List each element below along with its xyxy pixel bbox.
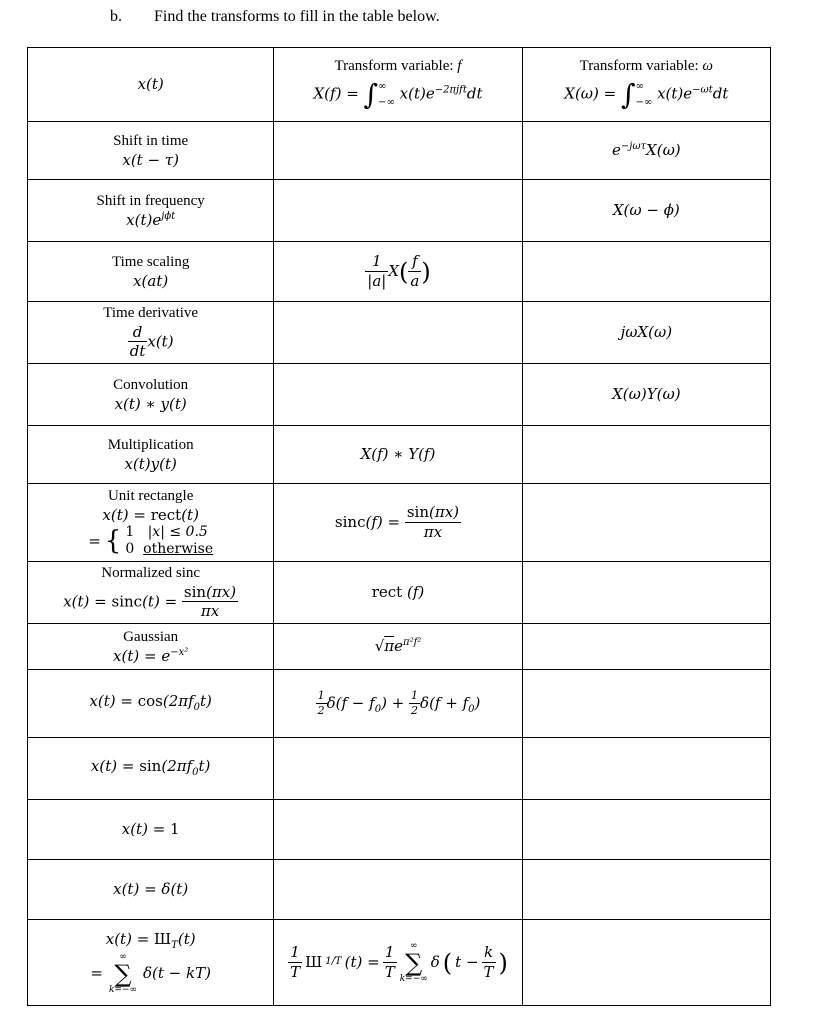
answer-w: X(ω − ϕ) [612,201,680,220]
header-w-formula: X(ω) = ∫∞ −∞ $x(t)e^{-\omega t}dt$ [564,78,729,112]
row-name: Gaussian [123,628,179,645]
answer-f-cell [274,242,522,302]
row-expr: x(at) [133,271,169,290]
row-expr: x(t) = rect(t) [102,505,199,524]
answer-f: $\frac{1}{|a|}$ X( $\frac{f}{a}$ ) [367,252,431,290]
table-row [28,364,771,426]
row-expr: x(t) = δ(t) [113,880,189,899]
answer-f-cell[interactable] [274,800,522,860]
table-row [28,122,771,180]
row-label-cell [28,562,274,624]
row-label-cell [28,122,274,180]
answer-w-cell [522,180,770,242]
answer-f-cell[interactable] [274,302,522,364]
answer-w-cell [522,364,770,426]
answer-w-cell[interactable] [522,624,770,670]
answer-w-cell[interactable] [522,242,770,302]
answer-f-cell[interactable] [274,860,522,920]
header-f-cell [274,48,522,122]
answer-f-cell [274,920,522,1006]
answer-w-cell[interactable] [522,800,770,860]
row-expr: $x(t) = \sin(2\pi f_0t)$ [90,757,211,779]
row-expr: $\frac{d}{dt}$ x(t) [129,322,174,361]
row-name: Time scaling [111,253,190,270]
table-row [28,860,771,920]
answer-f: $\frac{1}{T}$ Ш 1/T (t) = $\frac{1}{T}$ ∞ ∑ k=−∞ δ ( t − $\frac{k}{T}$ ) [290,940,508,984]
answer-f: rect (f) [371,583,425,602]
table-row [28,920,771,1006]
answer-f: $\frac{1}{2}$ $\delta(f - f_0)$ + $\frac{1}{2}$ $\delta(f + f_0)$ [317,689,481,717]
row-expr: $x(t) = \cos(2\pi f_0t)$ [89,692,212,714]
row-label-cell [28,920,274,1006]
row-name: Multiplication [107,436,194,453]
header-w-cell [522,48,770,122]
header-f-formula: X(f) = ∫∞ −∞ $x(t)e^{-2\pi jft}dt$ [313,78,483,112]
table-row [28,242,771,302]
row-name: Shift in time [113,132,189,149]
row-name: Normalized sinc [101,564,201,581]
row-label-cell [28,302,274,364]
table-row [28,302,771,364]
row-expr-cases: = { 1 |x| ≤ 0.5 0 otherwise [88,524,214,558]
row-expr: x(t) = sinc(t) = $\frac{\sin(\pi x)}{\pi x}$ [63,582,237,621]
answer-w-cell[interactable] [522,562,770,624]
row-expr: x(t)y(t) [124,454,177,473]
table-row [28,426,771,484]
table-row [28,800,771,860]
answer-f: sinc(f) = $\frac{\sin(\pi x)}{\pi x}$ [334,503,460,541]
row-label-cell [28,800,274,860]
header-xt-cell [28,48,274,122]
row-label-cell [28,860,274,920]
answer-f-cell[interactable] [274,122,522,180]
row-expr: x(t) = 1 [121,820,180,839]
table-header-row [28,48,771,122]
row-expr: $x(t) = Ш_T(t)$ [105,930,196,952]
answer-w-cell [522,302,770,364]
answer-w-cell[interactable] [522,738,770,800]
answer-w-cell[interactable] [522,860,770,920]
problem-instruction: Find the transforms to fill in the table below. [154,8,440,25]
header-f-title: Transform variable: f [334,57,462,74]
table-row [28,670,771,738]
row-label-cell [28,738,274,800]
answer-f-cell [274,624,522,670]
answer-w: $e^{-j\omega\tau}X(\omega)$ [611,141,681,160]
row-expr: $x(t) = e^{-x^2}$ [113,646,189,665]
answer-w: jωX(ω) [620,323,673,342]
row-name: Time derivative [103,304,199,321]
row-label-cell [28,242,274,302]
row-label-cell [28,364,274,426]
table-row [28,562,771,624]
problem-label: b. [110,8,122,25]
answer-f: $√\pi e^{\pi^2f^2}$ [374,637,422,656]
answer-f-cell [274,670,522,738]
header-xt: x(t) [137,75,164,94]
answer-w-cell[interactable] [522,426,770,484]
row-label-cell [28,180,274,242]
row-expr: x(t − τ) [122,150,179,169]
answer-w: X(ω)Y(ω) [612,385,681,404]
row-expr-sum: = ∞ ∑ k=−∞ δ(t − kT) [90,951,211,995]
answer-f-cell[interactable] [274,738,522,800]
row-label-cell [28,624,274,670]
answer-f-cell [274,484,522,562]
header-w-title: Transform variable: ω [579,57,713,74]
transform-table [27,47,771,1006]
table-row [28,484,771,562]
table-row [28,738,771,800]
row-name: Unit rectangle [107,487,194,504]
answer-f-cell[interactable] [274,180,522,242]
row-label-cell [28,670,274,738]
answer-f-cell [274,426,522,484]
table-row [28,624,771,670]
table-row [28,180,771,242]
row-label-cell [28,426,274,484]
row-expr: x(t) ∗ y(t) [114,394,187,413]
answer-w-cell[interactable] [522,920,770,1006]
answer-w-cell[interactable] [522,484,770,562]
answer-f-cell [274,562,522,624]
row-name: Shift in frequency [96,192,205,209]
row-label-cell [28,484,274,562]
answer-f: X(f) ∗ Y(f) [360,445,436,464]
answer-w-cell [522,122,770,180]
answer-w-cell[interactable] [522,670,770,738]
answer-f-cell[interactable] [274,364,522,426]
problem-header [110,8,440,26]
row-expr: $x(t)e^{j\phi t}$ [126,210,176,229]
row-name: Convolution [113,376,189,393]
